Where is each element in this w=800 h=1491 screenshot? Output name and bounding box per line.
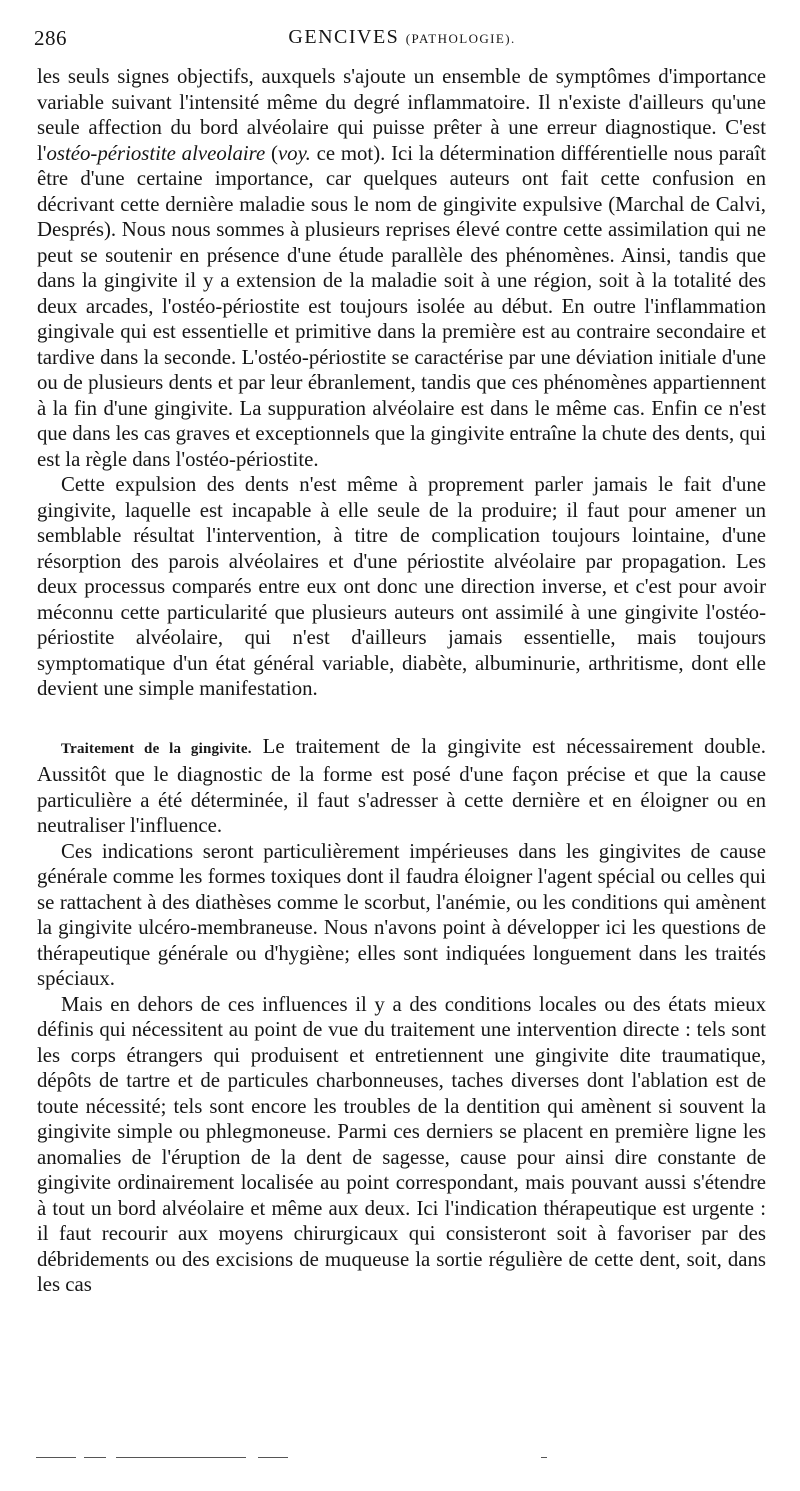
paragraph-text: les seuls signes objectifs, auxquels s'ajoute un ensemble de symptômes d'importance variable suivant l'intensité même du degré inflammatoire. Il n'existe d'ailleurs qu'une seule affection du bord alvéolaire qui puisse prêter à une erreur diagnostique. C'est l' [37,65,766,165]
paragraph-text: ce mot). Ici la détermination différentielle nous paraît être d'une certaine importance, car quelques auteurs ont fait cette confusion en décrivant cette dernière maladie sous le nom de gingivite expulsive (Marchal de Calvi, Després). Nous nous sommes à plusieurs reprises élevé contre cette assimilation qui ne peut se soutenir en présence d'une étude parallèle des phénomènes. Ainsi, tandis que dans la gingivite il y a extension de la maladie soit à une région, soit à la totalité des deux arcades, l'ostéo-périostite est toujours isolée au début. En outre l'inflammation gingivale qui est essentielle et primitive dans la première est au contraire secondaire et tardive dans la seconde. L'ostéo-périostite se caractérise par une déviation initiale d'une ou de plusieurs dents et par leur ébranlement, tandis que ces phénomènes appartiennent à la fin d'une gingivite. La suppuration alvéolaire est dans le même cas. Enfin ce n'est que dans les cas graves et exceptionnels que la gingivite entraîne la chute des dents, qui est la règle dans l'ostéo-périostite. [37,141,767,471]
italic-reference: voy. [277,141,311,165]
section-heading: Traitement de la gingivite. [61,740,252,757]
paragraph-text: Ces indications seront particulièrement impérieuses dans les gingivites de cause générale comme les formes toxiques dont il faudra éloigner l'agent spécial ou celles qui se rattachent à des diathèses comme le scorbut, l'anémie, ou les conditions qui amènent la gingivite ulcéro-membraneuse. Nous n'avons point à développer ici les questions de thérapeutique générale ou d'hygiène; elles sont indiquées longuement dans les traités spéciaux. [37,839,766,990]
running-head-title: GENCIVES [288,26,400,48]
page-header [34,26,770,60]
section-gap [37,702,766,734]
running-head [34,26,770,49]
italic-term: ostéo-périostite alveolaire [46,141,266,165]
paragraph-5 [37,992,766,1298]
paragraph-4 [37,839,766,992]
paragraph-text: Le traitement de la gingivite est nécessairement double. Aussitôt que le diagnostic de la forme est posé d'une façon précise et que la cause particulière a été déterminée, il faut s'adresser à cette dernière et en éloigner ou en neutraliser l'influence. [37,734,766,837]
paragraph-text: Mais en dehors de ces influences il y a des conditions locales ou des états mieux définis qui nécessitent au point de vue du traitement une intervention directe : tels sont les corps étrangers qui produisent et entretiennent une gingivite dite traumatique, dépôts de tartre et de particules charbonneuses, taches diverses dont l'ablation est de toute nécessité; tels sont encore les troubles de la dentition qui amènent si souvent la gingivite simple ou phlegmoneuse. Parmi ces derniers se placent en première ligne les anomalies de l'éruption de la dent de sagesse, cause pour ainsi dire constante de gingivite ordinairement localisée au point correspondant, mais pouvant aussi s'étendre à tout un bord alvéolaire et même aux deux. Ici l'indication thérapeutique est urgente : il faut recourir aux moyens chirurgicaux qui consisteront soit à favoriser par des débridements ou des excisions de muqueuse la sortie régulière de cette dent, soit, dans les cas [37,992,766,1296]
running-head-subtitle: (PATHOLOGIE). [405,31,516,46]
text-body [37,64,766,1298]
page-number: 286 [34,26,67,50]
paragraph-text: Cette expulsion des dents n'est même à proprement parler jamais le fait d'une gingivite, laquelle est incapable à elle seule de la produire; il faut pour amener un semblable résultat l'intervention, à titre de complication toujours lointaine, d'une résorption des parois alvéolaires et d'une périostite alvéolaire par propagation. Les deux processus comparés entre eux ont donc une direction inverse, et c'est pour avoir méconnu cette particularité que plusieurs auteurs ont assimilé à une gingivite l'ostéo-périostite alvéolaire, qui n'est d'ailleurs jamais essentielle, mais toujours symptomatique d'un état général variable, diabète, albuminurie, arthritisme, dont elle devient une simple manifestation. [37,473,766,700]
footer-rule [36,1457,556,1459]
paragraph-1 [37,64,766,472]
paragraph-2 [37,472,766,702]
paragraph-3 [37,734,766,839]
paragraph-text: ( [265,141,278,165]
